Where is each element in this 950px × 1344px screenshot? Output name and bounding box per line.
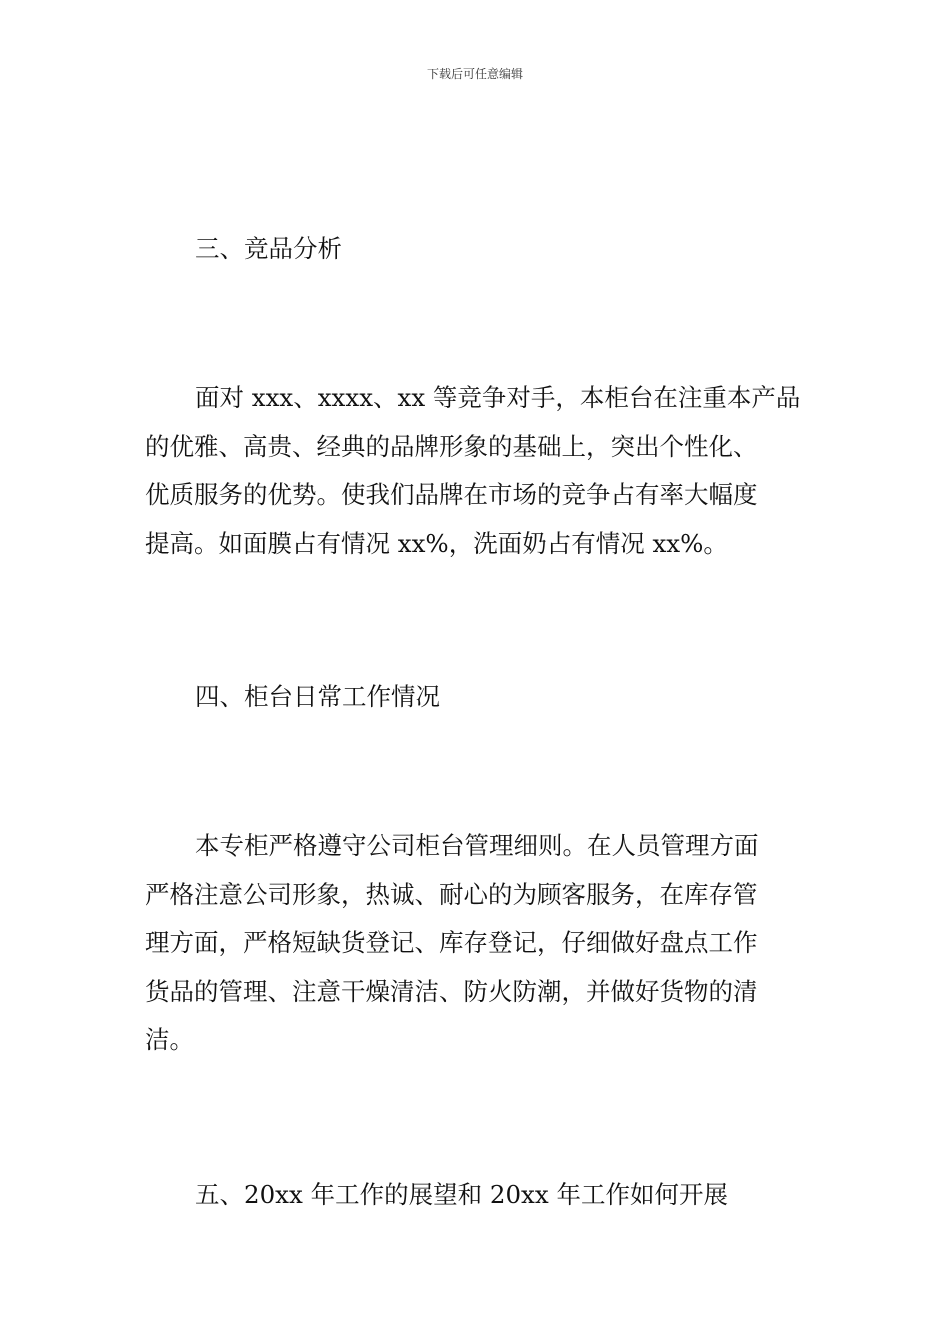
section-heading-competitor-analysis: [145, 225, 860, 274]
heading-text: 三、竞品分析: [195, 234, 342, 263]
paragraph-daily-work: [145, 822, 810, 1065]
paragraph-line: 提高。如面膜占有情况 xx%，洗面奶占有情况 xx%。: [145, 528, 728, 558]
paragraph-line: 优质服务的优势。使我们品牌在市场的竞争占有率大幅度: [145, 480, 758, 509]
page-header-note: 下载后可任意编辑: [426, 67, 523, 81]
paragraph-line: 理方面，严格短缺货登记、库存登记，仔细做好盘点工作: [145, 928, 758, 957]
paragraph-line: 货品的管理、注意干燥清洁、防火防潮，并做好货物的清: [145, 976, 758, 1006]
paragraph-competitor-analysis: [145, 374, 810, 568]
paragraph-line: 面对 xxx、xxxx、xx 等竞争对手，本柜台在注重本产品: [195, 383, 801, 412]
paragraph-line: 严格注意公司形象，热诚、耐心的为顾客服务，在库存管: [145, 879, 758, 909]
paragraph-line: 的优雅、高贵、经典的品牌形象的基础上，突出个性化、: [145, 431, 758, 461]
heading-text: 五、20xx 年工作的展望和 20xx 年工作如何开展: [195, 1180, 728, 1209]
paragraph-line: 洁。: [145, 1025, 194, 1054]
paragraph-line: 本专柜严格遵守公司柜台管理细则。在人员管理方面: [195, 831, 759, 860]
section-heading-outlook: [145, 1171, 860, 1220]
section-heading-daily-work: [145, 673, 860, 722]
heading-text: 四、柜台日常工作情况: [195, 682, 440, 711]
